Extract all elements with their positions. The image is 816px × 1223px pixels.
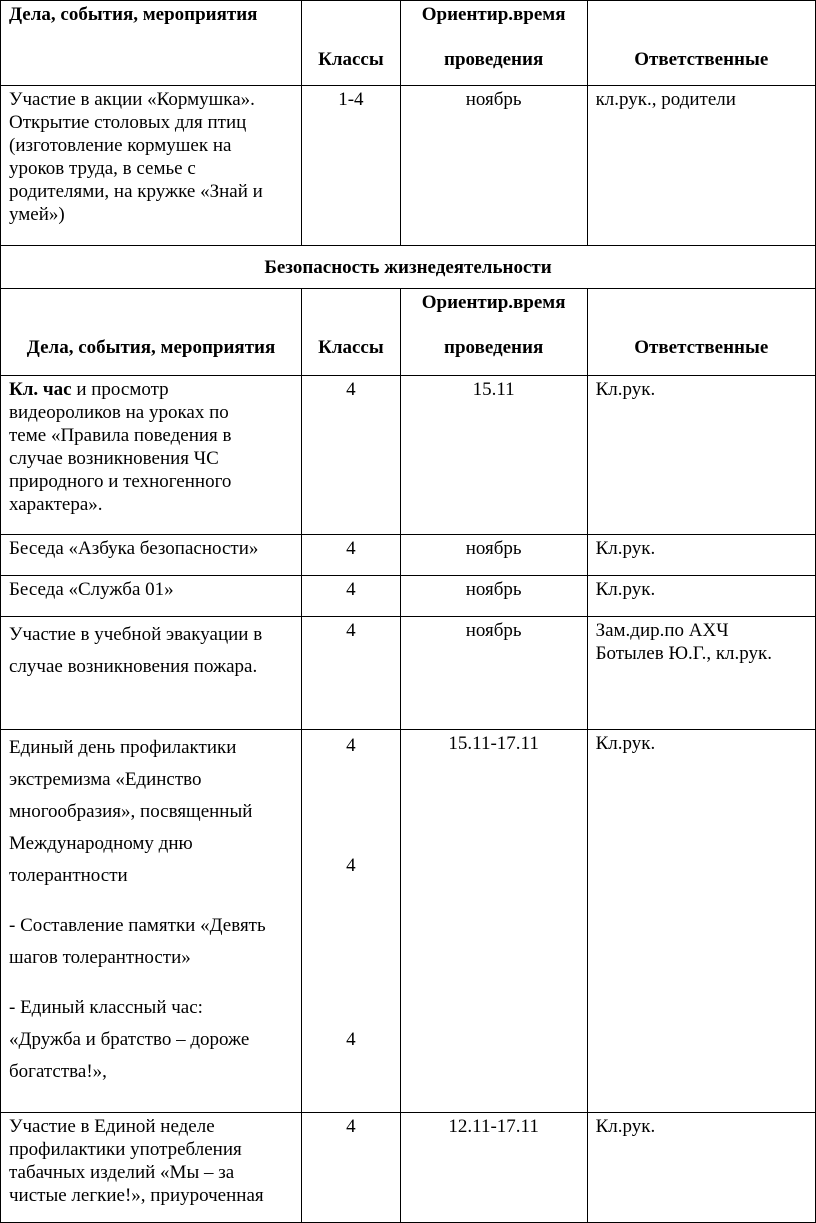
- event-line: характера».: [9, 494, 103, 515]
- classes-cell: 4: [302, 1113, 401, 1223]
- time-cell: 15.11: [400, 376, 587, 535]
- responsible-cell: кл.рук., родители: [587, 86, 815, 246]
- header-events: [1, 289, 302, 376]
- table-row: [1, 1113, 816, 1223]
- event-line: случае возникновения ЧС: [9, 448, 219, 469]
- header-classes: [302, 1, 401, 86]
- responsible-cell: [587, 617, 815, 730]
- responsible-line: Ботылев Ю.Г., кл.рук.: [595, 643, 773, 664]
- header-time: [400, 289, 587, 376]
- header-responsible-label: Ответственные: [634, 49, 769, 70]
- header-responsible: [587, 1, 815, 86]
- time-cell: ноябрь: [400, 617, 587, 730]
- event-line: экстремизма «Единство: [9, 769, 202, 790]
- classes-value: 4: [346, 1029, 356, 1050]
- table-row: [1, 535, 816, 576]
- classes-cell: 4: [302, 617, 401, 730]
- event-line: табачных изделий «Мы – за: [9, 1162, 235, 1183]
- responsible-line: Зам.дир.по АХЧ: [595, 620, 729, 641]
- header-row-2: [1, 289, 816, 376]
- header-responsible-label: Ответственные: [634, 337, 769, 358]
- event-line: Открытие столовых для птиц: [9, 112, 247, 133]
- table-row: [1, 86, 816, 246]
- header-classes-label: Классы: [318, 49, 384, 70]
- event-cell: Беседа «Азбука безопасности»: [1, 535, 302, 576]
- header-time-line1: Ориентир.время: [421, 4, 566, 25]
- event-line: Участие в учебной эвакуации в: [9, 624, 263, 645]
- event-line-rest: и просмотр: [71, 379, 169, 400]
- header-row-1: [1, 1, 816, 86]
- spacer: [9, 974, 293, 992]
- classes-value: 4: [346, 735, 356, 756]
- event-line: Международному дню: [9, 833, 193, 854]
- event-line: профилактики употребления: [9, 1139, 242, 1160]
- event-line: богатства!»,: [9, 1061, 107, 1082]
- time-cell: ноябрь: [400, 86, 587, 246]
- header-time-line2: проведения: [444, 49, 544, 70]
- event-line: многообразия», посвященный: [9, 801, 253, 822]
- event-line: [9, 378, 293, 401]
- event-line: природного и техногенного: [9, 471, 232, 492]
- responsible-cell: Кл.рук.: [587, 1113, 815, 1223]
- event-line: - Единый классный час:: [9, 997, 203, 1018]
- header-time-line2: проведения: [444, 337, 544, 358]
- time-cell: ноябрь: [400, 576, 587, 617]
- event-line: «Дружба и братство – дороже: [9, 1029, 250, 1050]
- header-responsible: [587, 289, 815, 376]
- classes-cell: 4: [302, 535, 401, 576]
- header-classes: [302, 289, 401, 376]
- event-cell: [1, 617, 302, 730]
- event-bold-prefix: Кл. час: [9, 379, 72, 400]
- classes-value: 4: [346, 855, 356, 876]
- header-events-label: Дела, события, мероприятия: [26, 337, 276, 358]
- responsible-cell: Кл.рук.: [587, 376, 815, 535]
- event-line: чистые легкие!», приуроченная: [9, 1185, 264, 1206]
- responsible-cell: Кл.рук.: [587, 730, 815, 1113]
- header-time-line1: Ориентир.время: [421, 292, 566, 313]
- event-line: случае возникновения пожара.: [9, 656, 258, 677]
- table-row: [1, 617, 816, 730]
- time-cell: 15.11-17.11: [400, 730, 587, 1113]
- responsible-cell: Кл.рук.: [587, 576, 815, 617]
- table-row: [1, 576, 816, 617]
- header-events-label: Дела, события, мероприятия: [9, 4, 258, 25]
- classes-cell: 4: [302, 576, 401, 617]
- event-line: - Составление памятки «Девять: [9, 915, 266, 936]
- time-cell: 12.11-17.11: [400, 1113, 587, 1223]
- classes-cell: 1-4: [302, 86, 401, 246]
- event-line: родителями, на кружке «Знай и: [9, 181, 263, 202]
- event-cell: [1, 730, 302, 1113]
- event-line: Участие в Единой неделе: [9, 1116, 215, 1137]
- event-line: (изготовление кормушек на: [9, 135, 232, 156]
- header-events: [1, 1, 302, 86]
- classes-cell: [302, 730, 401, 1113]
- spacer: [9, 892, 293, 910]
- table-row: [1, 730, 816, 1113]
- event-line: уроков труда, в семье с: [9, 158, 196, 179]
- header-time: [400, 1, 587, 86]
- event-line: шагов толерантности»: [9, 947, 191, 968]
- event-line: умей»): [9, 204, 65, 225]
- classes-cell: 4: [302, 376, 401, 535]
- event-line: толерантности: [9, 865, 128, 886]
- event-cell: [1, 1113, 302, 1223]
- event-line: Единый день профилактики: [9, 737, 237, 758]
- event-line: теме «Правила поведения в: [9, 425, 232, 446]
- event-cell: [1, 86, 302, 246]
- event-line: Участие в акции «Кормушка».: [9, 89, 255, 110]
- event-line: видеороликов на уроках по: [9, 402, 229, 423]
- section-title: Безопасность жизнедеятельности: [1, 246, 816, 289]
- header-classes-label: Классы: [318, 337, 384, 358]
- event-cell: [1, 376, 302, 535]
- time-cell: ноябрь: [400, 535, 587, 576]
- table-row: [1, 376, 816, 535]
- section-row: [1, 246, 816, 289]
- responsible-cell: Кл.рук.: [587, 535, 815, 576]
- event-cell: Беседа «Служба 01»: [1, 576, 302, 617]
